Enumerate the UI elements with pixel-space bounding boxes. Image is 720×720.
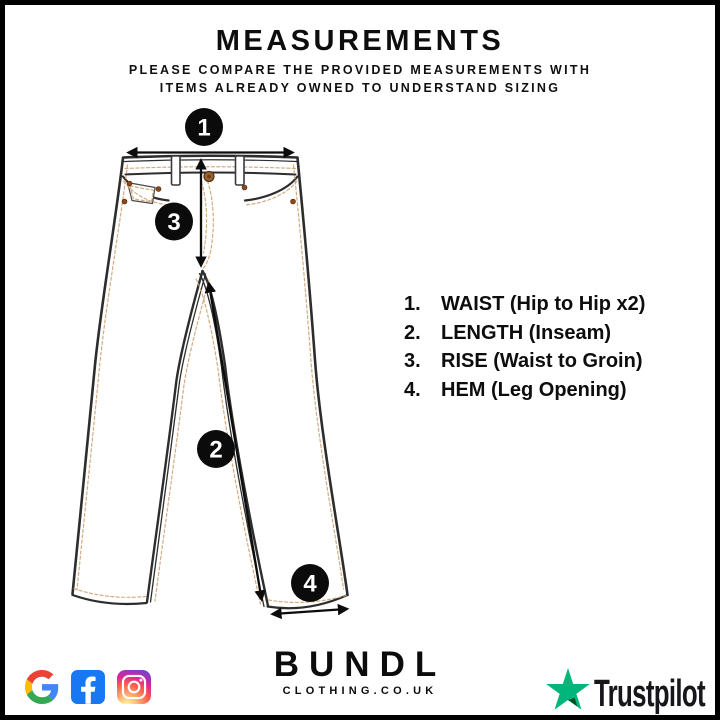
legend-number: 4. — [404, 378, 421, 401]
trustpilot-logo — [546, 668, 720, 715]
legend-number: 2. — [404, 321, 421, 344]
legend-item-waist — [404, 293, 645, 322]
trustpilot-wordmark: Trustpilot — [594, 673, 705, 715]
legend-number: 3. — [404, 350, 421, 373]
jeans-diagram — [55, 105, 375, 630]
legend-item-rise — [404, 350, 645, 379]
svg-text:1: 1 — [197, 114, 211, 142]
legend-label: HEM (Leg Opening) — [441, 378, 627, 401]
trustpilot-star-icon — [546, 668, 590, 710]
subtitle-line-2: ITEMS ALREADY OWNED TO UNDERSTAND SIZING — [159, 81, 561, 95]
legend-item-length — [404, 322, 645, 351]
svg-text:2: 2 — [209, 436, 223, 464]
measurement-legend — [404, 293, 645, 407]
legend-number: 1. — [404, 293, 421, 315]
marker-3-badge — [155, 203, 193, 241]
brand-name: BUNDL — [273, 645, 447, 684]
marker-4-badge — [291, 564, 329, 602]
svg-text:3: 3 — [167, 209, 181, 236]
subtitle-line-1: PLEASE COMPARE THE PROVIDED MEASUREMENTS WITH — [128, 63, 592, 77]
hem-arrow — [273, 609, 347, 614]
brand-domain: CLOTHING.CO.UK — [282, 685, 438, 697]
legend-item-hem — [404, 379, 645, 408]
page-title: MEASUREMENTS — [215, 25, 505, 57]
legend-label: RISE (Waist to Groin) — [441, 350, 643, 373]
legend-label: LENGTH (Inseam) — [441, 321, 612, 344]
legend-label: WAIST (Hip to Hip x2) — [441, 293, 646, 315]
marker-1-badge — [185, 108, 223, 146]
jeans-outline — [73, 156, 348, 608]
marker-2-badge — [197, 430, 235, 468]
svg-text:4: 4 — [303, 570, 317, 598]
